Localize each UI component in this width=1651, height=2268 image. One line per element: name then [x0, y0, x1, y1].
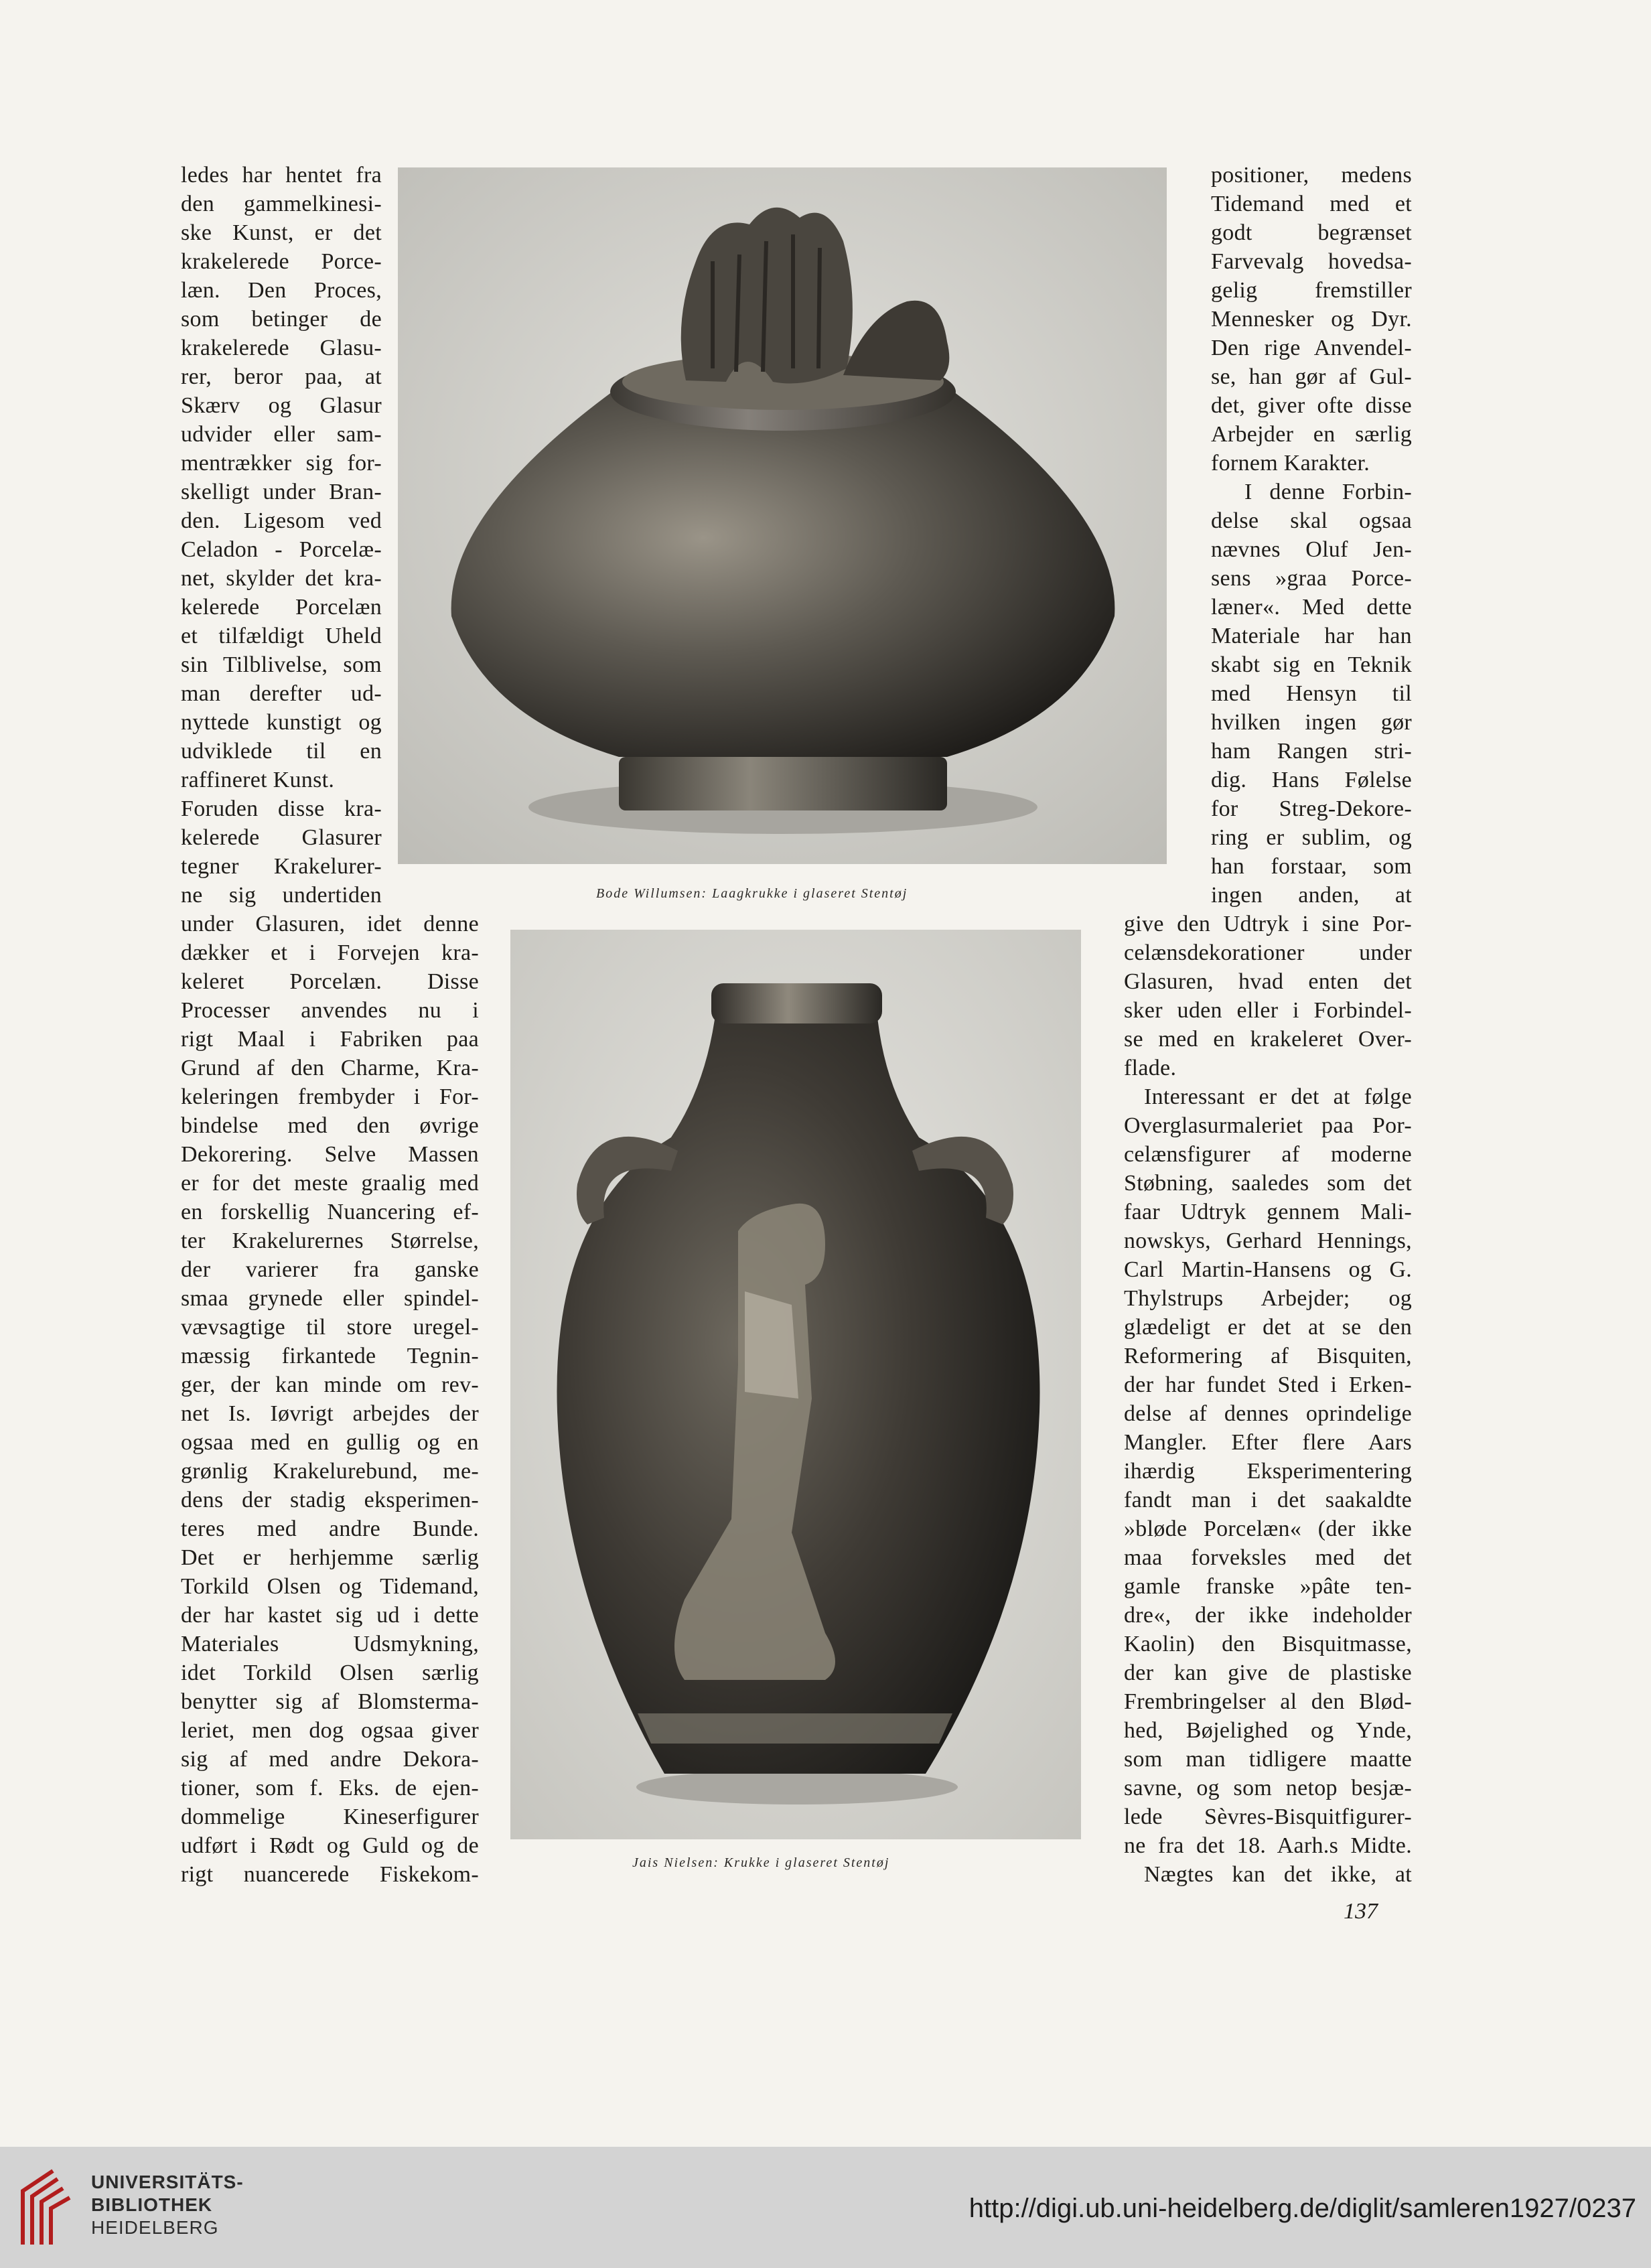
text-line: under Glasuren, idet denne: [181, 912, 479, 936]
text-line: Skærv og Glasur: [181, 393, 382, 418]
text-line: rer, beror paa, at: [181, 364, 382, 389]
text-line: med Hensyn til: [1211, 681, 1412, 706]
text-line: ne sig undertiden: [181, 883, 382, 908]
text-line: som man tidligere maatte: [1124, 1747, 1412, 1772]
text-line: se, han gør af Gul-: [1211, 364, 1412, 389]
text-line: man derefter ud-: [181, 681, 382, 706]
text-line: savne, og som netop besjæ-: [1124, 1776, 1412, 1800]
text-line: Arbejder en særlig: [1211, 422, 1412, 447]
text-line: skabt sig en Teknik: [1211, 652, 1412, 677]
text-line: en forskellig Nuancering ef-: [181, 1200, 479, 1224]
text-line: Den rige Anvendel-: [1211, 336, 1412, 360]
text-line: Tidemand med et: [1211, 192, 1412, 216]
text-line: delse af dennes oprindelige: [1124, 1401, 1412, 1426]
text-line: Thylstrups Arbejder; og: [1124, 1286, 1412, 1311]
text-line: »bløde Porcelæn« (der ikke: [1124, 1516, 1412, 1541]
text-line: sig af med andre Dekora-: [181, 1747, 479, 1772]
text-line: læn. Den Proces,: [181, 278, 382, 303]
text-line: det, giver ofte disse: [1211, 393, 1412, 418]
text-line: dig. Hans Følelse: [1211, 768, 1412, 792]
text-line: tioner, som f. Eks. de ejen-: [181, 1776, 479, 1800]
text-line: Foruden disse kra-: [181, 796, 382, 821]
text-line: Grund af den Charme, Kra-: [181, 1056, 479, 1080]
text-line: læner«. Med dette: [1211, 595, 1412, 620]
text-line: ingen anden, at: [1211, 883, 1412, 908]
text-line: er for det meste graalig med: [181, 1171, 479, 1196]
text-line: hed, Bøjelighed og Ynde,: [1124, 1718, 1412, 1743]
text-line: et tilfældigt Uheld: [181, 624, 382, 648]
text-line: Kaolin) den Bisquitmasse,: [1124, 1632, 1412, 1656]
text-line: Interessant er det at følge: [1144, 1084, 1412, 1109]
library-name-line2: BIBLIOTHEK: [91, 2194, 213, 2215]
text-line: der varierer fra ganske: [181, 1257, 479, 1282]
text-line: Dekorering. Selve Massen: [181, 1142, 479, 1167]
text-line: godt begrænset: [1211, 220, 1412, 245]
text-line: tegner Krakelurer-: [181, 854, 382, 879]
library-name-line3: HEIDELBERG: [91, 2217, 219, 2238]
text-line: flade.: [1124, 1056, 1177, 1080]
text-line: Mangler. Efter flere Aars: [1124, 1430, 1412, 1455]
text-line: udført i Rødt og Guld og de: [181, 1833, 479, 1858]
text-line: mæssig firkantede Tegnin-: [181, 1344, 479, 1368]
text-line: sin Tilblivelse, som: [181, 652, 382, 677]
text-line: vævsagtige til store uregel-: [181, 1315, 479, 1340]
text-line: Overglasurmaleriet paa Por-: [1124, 1113, 1412, 1138]
text-line: raffineret Kunst.: [181, 768, 335, 792]
top-photo-caption: Bode Willumsen: Laagkrukke i glaseret Stentøj: [596, 886, 908, 901]
text-line: fandt man i det saakaldte: [1124, 1488, 1412, 1512]
text-line: benytter sig af Blomsterma-: [181, 1689, 479, 1714]
text-line: idet Torkild Olsen særlig: [181, 1660, 479, 1685]
text-line: net, skylder det kra-: [181, 566, 382, 591]
text-line: Støbning, saaledes som det: [1124, 1171, 1412, 1196]
text-line: Glasuren, hvad enten det: [1124, 969, 1412, 994]
text-line: fornem Karakter.: [1211, 451, 1370, 476]
bottom-photo-caption: Jais Nielsen: Krukke i glaseret Stentøj: [632, 1855, 890, 1870]
text-line: krakelerede Porce-: [181, 249, 382, 274]
text-line: krakelerede Glasu-: [181, 336, 382, 360]
text-line: rigt Maal i Fabriken paa: [181, 1027, 479, 1052]
text-line: den. Ligesom ved: [181, 508, 382, 533]
text-line: nyttede kunstigt og: [181, 710, 382, 735]
text-line: Carl Martin-Hansens og G.: [1124, 1257, 1412, 1282]
text-line: celænsfigurer af moderne: [1124, 1142, 1412, 1167]
text-line: net Is. Iøvrigt arbejdes der: [181, 1401, 479, 1426]
digital-library-url[interactable]: http://digi.ub.uni-heidelberg.de/diglit/samleren1927/0237: [968, 2194, 1636, 2223]
text-line: sens »graa Porce-: [1211, 566, 1412, 591]
vase-photo: [510, 930, 1081, 1839]
text-line: Frembringelser al den Blød-: [1124, 1689, 1412, 1714]
library-name-line1: UNIVERSITÄTS-: [91, 2172, 244, 2192]
text-line: ogsaa med en gullig og en: [181, 1430, 479, 1455]
text-line: Celadon - Porcelæ-: [181, 537, 382, 562]
text-line: celænsdekorationer under: [1124, 940, 1412, 965]
text-line: Mennesker og Dyr.: [1211, 307, 1412, 332]
text-line: der har fundet Sted i Erken-: [1124, 1372, 1412, 1397]
text-line: teres med andre Bunde.: [181, 1516, 479, 1541]
text-line: Det er herhjemme særlig: [181, 1545, 479, 1570]
text-line: Materiale har han: [1211, 624, 1412, 648]
text-line: nowskys, Gerhard Hennings,: [1124, 1228, 1412, 1253]
text-line: ham Rangen stri-: [1211, 739, 1412, 764]
text-line: sker uden eller i Forbindel-: [1124, 998, 1412, 1023]
text-line: ne fra det 18. Aarh.s Midte.: [1124, 1833, 1412, 1858]
text-line: bindelse med den øvrige: [181, 1113, 479, 1138]
text-line: hvilken ingen gør: [1211, 710, 1412, 735]
text-line: give den Udtryk i sine Por-: [1124, 912, 1412, 936]
footer-bar: [0, 2147, 1651, 2268]
text-line: dre«, der ikke indeholder: [1124, 1603, 1412, 1628]
text-line: Nægtes kan det ikke, at: [1144, 1862, 1412, 1887]
text-line: maa forveksles med det: [1124, 1545, 1412, 1570]
text-line: ger, der kan minde om rev-: [181, 1372, 479, 1397]
university-library-logo: [16, 2164, 83, 2251]
text-line: ter Krakelurernes Størrelse,: [181, 1228, 479, 1253]
text-line: I denne Forbin-: [1244, 480, 1412, 504]
text-line: lede Sèvres-Bisquitfigurer-: [1124, 1804, 1412, 1829]
text-line: mentrækker sig for-: [181, 451, 382, 476]
text-line: Farvevalg hovedsa-: [1211, 249, 1412, 274]
text-line: ledes har hentet fra: [181, 163, 382, 188]
text-line: delse skal ogsaa: [1211, 508, 1412, 533]
text-line: positioner, medens: [1211, 163, 1412, 188]
text-line: der har kastet sig ud i dette: [181, 1603, 479, 1628]
lidded-jar-photo: [398, 167, 1167, 864]
text-line: keleret Porcelæn. Disse: [181, 969, 479, 994]
text-line: ring er sublim, og: [1211, 825, 1412, 850]
text-line: smaa grynede eller spindel-: [181, 1286, 479, 1311]
text-line: ske Kunst, er det: [181, 220, 382, 245]
text-line: glædeligt er det at se den: [1124, 1315, 1412, 1340]
text-line: keleringen frembyder i For-: [181, 1084, 479, 1109]
text-line: gelig fremstiller: [1211, 278, 1412, 303]
page-number: 137: [1344, 1899, 1378, 1924]
text-line: der kan give de plastiske: [1124, 1660, 1412, 1685]
text-line: ihærdig Eksperimentering: [1124, 1459, 1412, 1484]
text-line: skelligt under Bran-: [181, 480, 382, 504]
text-line: dens der stadig eksperimen-: [181, 1488, 479, 1512]
text-line: for Streg-Dekore-: [1211, 796, 1412, 821]
text-line: gamle franske »pâte ten-: [1124, 1574, 1412, 1599]
text-line: nævnes Oluf Jen-: [1211, 537, 1412, 562]
text-line: Materiales Udsmykning,: [181, 1632, 479, 1656]
text-line: dommelige Kineserfigurer: [181, 1804, 479, 1829]
library-name: [91, 2171, 244, 2239]
text-line: kelerede Porcelæn: [181, 595, 382, 620]
text-line: se med en krakeleret Over-: [1124, 1027, 1412, 1052]
text-line: kelerede Glasurer: [181, 825, 382, 850]
text-line: den gammelkinesi-: [181, 192, 382, 216]
text-line: udviklede til en: [181, 739, 382, 764]
text-line: Torkild Olsen og Tidemand,: [181, 1574, 479, 1599]
text-line: Reformering af Bisquiten,: [1124, 1344, 1412, 1368]
text-line: udvider eller sam-: [181, 422, 382, 447]
text-line: Processer anvendes nu i: [181, 998, 479, 1023]
text-line: leriet, men dog ogsaa giver: [181, 1718, 479, 1743]
text-line: han forstaar, som: [1211, 854, 1412, 879]
text-line: grønlig Krakelurebund, me-: [181, 1459, 479, 1484]
text-line: dækker et i Forvejen kra-: [181, 940, 479, 965]
text-line: rigt nuancerede Fiskekom-: [181, 1862, 479, 1887]
text-line: faar Udtryk gennem Mali-: [1124, 1200, 1412, 1224]
text-line: som betinger de: [181, 307, 382, 332]
